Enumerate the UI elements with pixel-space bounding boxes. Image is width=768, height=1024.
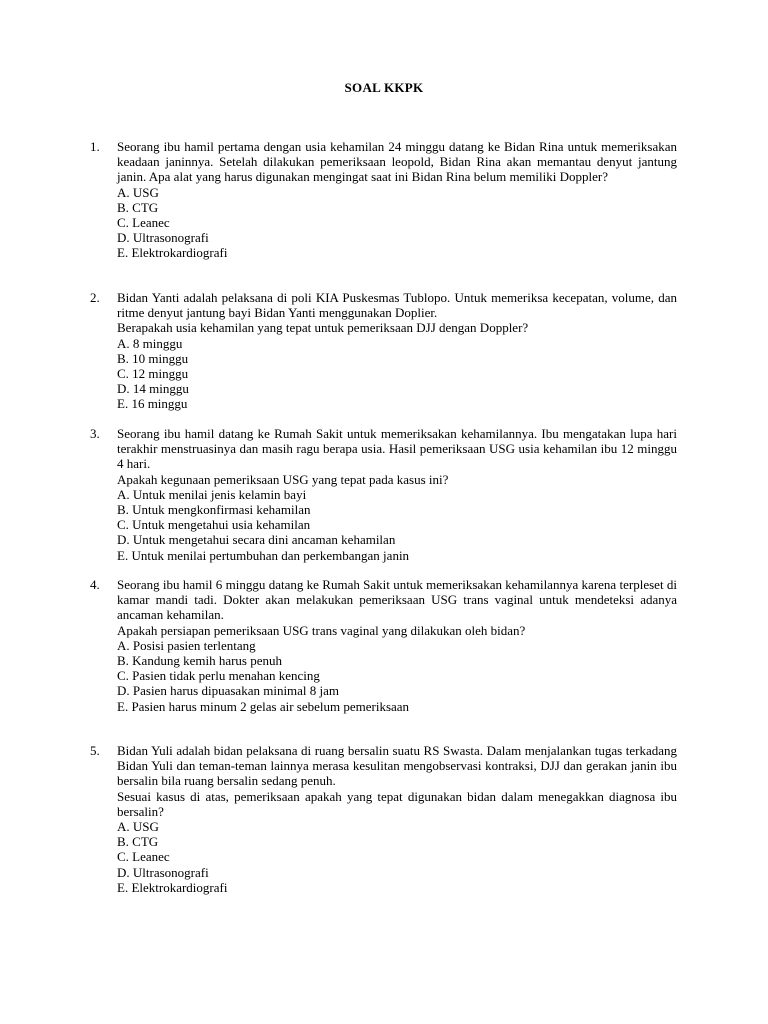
option-d: D. 14 minggu bbox=[117, 381, 189, 397]
option-c: C. 12 minggu bbox=[117, 366, 189, 382]
option-a: A. USG bbox=[117, 819, 159, 835]
question-body bbox=[117, 743, 677, 895]
option-d: D. Ultrasonografi bbox=[117, 864, 209, 880]
option-c: C. Leanec bbox=[117, 849, 170, 865]
option-b: B. CTG bbox=[117, 199, 159, 215]
option-e: E. Elektrokardiografi bbox=[117, 245, 228, 261]
question-stem bbox=[117, 426, 677, 487]
option-e: E. Elektrokardiografi bbox=[117, 879, 228, 895]
stem-paragraph: Bidan Yanti adalah pelaksana di poli KIA Puskesmas Tublopo. Untuk memeriksa kecepatan, volume, dan ritme denyut jantung bayi Bidan Yanti menggunakan Doplier. bbox=[117, 290, 677, 321]
stem-question: Apakah kegunaan pemeriksaan USG yang tepat pada kasus ini? bbox=[117, 471, 449, 487]
question-stem bbox=[117, 139, 677, 185]
option-d: D. Untuk mengetahui secara dini ancaman kehamilan bbox=[117, 532, 396, 548]
option-b: B. Kandung kemih harus penuh bbox=[117, 653, 283, 669]
option-list bbox=[117, 487, 677, 563]
question-number: 5. bbox=[90, 743, 100, 758]
option-a: A. 8 minggu bbox=[117, 335, 183, 351]
question-stem bbox=[117, 577, 677, 638]
question-number: 1. bbox=[90, 139, 100, 154]
option-b: B. Untuk mengkonfirmasi kehamilan bbox=[117, 502, 311, 518]
option-b: B. 10 minggu bbox=[117, 350, 189, 366]
question-body bbox=[117, 139, 677, 261]
option-a: A. Posisi pasien terlentang bbox=[117, 637, 256, 653]
option-e: E. Untuk menilai pertumbuhan dan perkembangan janin bbox=[117, 547, 410, 563]
option-c: C. Leanec bbox=[117, 215, 170, 231]
stem-paragraph: Seorang ibu hamil 6 minggu datang ke Rumah Sakit untuk memeriksakan kehamilannya karena terpleset di kamar mandi tadi. Dokter akan melakukan pemeriksaan USG trans vaginal untuk mendeteksi adanya ancaman kehamilan. bbox=[117, 577, 677, 623]
stem-question: Sesuai kasus di atas, pemeriksaan apakah yang tepat digunakan bidan dalam menegakkan diagnosa ibu bersalin? bbox=[117, 788, 677, 819]
document-title: SOAL KKPK bbox=[344, 80, 424, 95]
question-stem bbox=[117, 743, 677, 819]
question-body bbox=[117, 290, 677, 412]
option-e: E. 16 minggu bbox=[117, 396, 188, 412]
option-c: C. Untuk mengetahui usia kehamilan bbox=[117, 517, 311, 533]
stem-question: Apakah persiapan pemeriksaan USG trans vaginal yang dilakukan oleh bidan? bbox=[117, 622, 526, 638]
option-d: D. Ultrasonografi bbox=[117, 230, 209, 246]
stem-paragraph: Bidan Yuli adalah bidan pelaksana di ruang bersalin suatu RS Swasta. Dalam menjalankan tugas terkadang Bidan Yuli dan teman-teman lainnya merasa kesulitan mengobservasi kontraksi, DJJ dan gerakan janin ibu bersalin bila ruang bersalin sedang penuh. bbox=[117, 743, 677, 789]
stem-paragraph: Seorang ibu hamil datang ke Rumah Sakit untuk memeriksakan kehamilannya. Ibu mengatakan lupa hari terakhir menstruasinya dan masih ragu berapa usia. Hasil pemeriksaan USG usia kehamilan ibu 12 minggu 4 hari. bbox=[117, 426, 677, 472]
option-e: E. Pasien harus minum 2 gelas air sebelum pemeriksaan bbox=[117, 698, 410, 714]
stem-question: Berapakah usia kehamilan yang tepat untuk pemeriksaan DJJ dengan Doppler? bbox=[117, 320, 529, 336]
option-list bbox=[117, 185, 677, 261]
option-a: A. Untuk menilai jenis kelamin bayi bbox=[117, 486, 307, 502]
option-list bbox=[117, 638, 677, 714]
question-number: 2. bbox=[90, 290, 100, 305]
question-number: 4. bbox=[90, 577, 100, 592]
question-number: 3. bbox=[90, 426, 100, 441]
option-d: D. Pasien harus dipuasakan minimal 8 jam bbox=[117, 683, 340, 699]
option-c: C. Pasien tidak perlu menahan kencing bbox=[117, 668, 320, 684]
question-body bbox=[117, 426, 677, 563]
option-list bbox=[117, 819, 677, 895]
option-b: B. CTG bbox=[117, 834, 159, 850]
question-stem bbox=[117, 290, 677, 336]
question-body bbox=[117, 577, 677, 714]
option-a: A. USG bbox=[117, 184, 159, 200]
option-list bbox=[117, 336, 677, 412]
stem-paragraph: Seorang ibu hamil pertama dengan usia kehamilan 24 minggu datang ke Bidan Rina untuk memeriksakan keadaan janinnya. Setelah dilakukan pemeriksaan leopold, Bidan Rina akan memantau denyut jantung janin. Apa alat yang harus digunakan mengingat saat ini Bidan Rina belum memiliki Doppler? bbox=[117, 139, 677, 185]
